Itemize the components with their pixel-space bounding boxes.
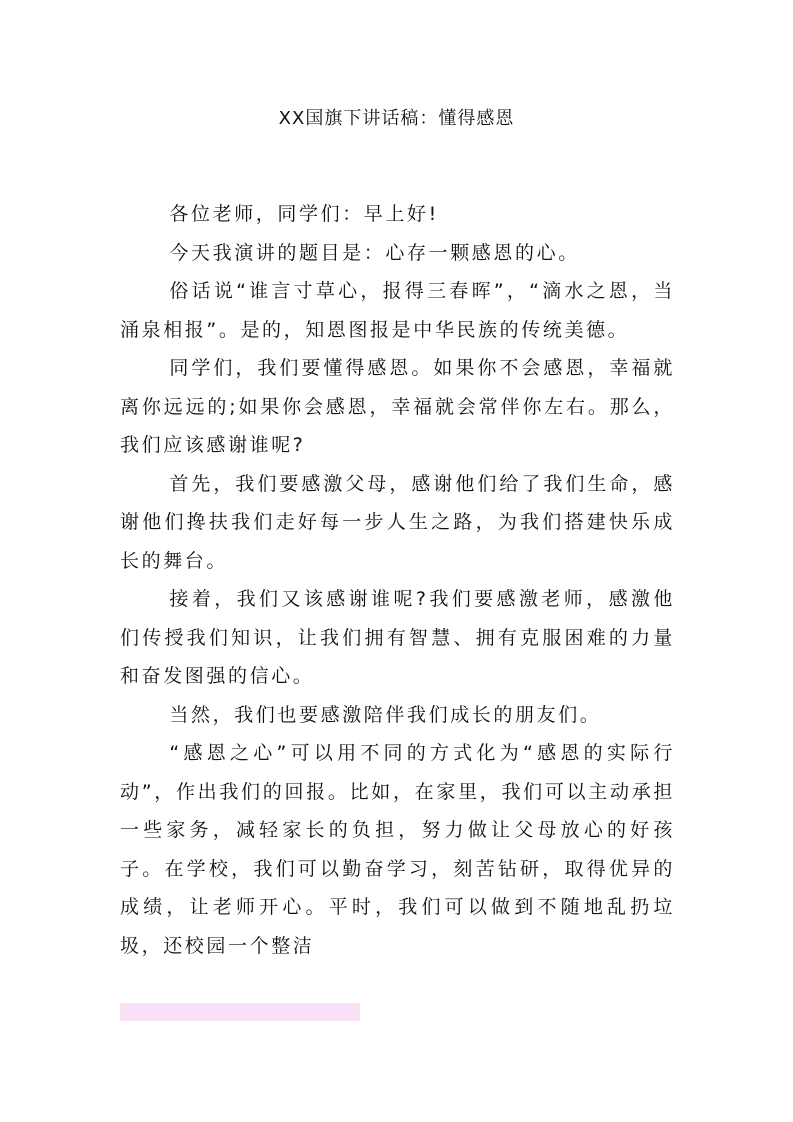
paragraph-proverb: 俗话说“谁言寸草心，报得三春晖”，“滴水之恩，当涌泉相报”。是的，知恩图报是中华民族的传统美德。 <box>120 280 675 341</box>
paragraph-gratitude-intro: 同学们，我们要懂得感恩。如果你不会感恩，幸福就离你远远的;如果你会感恩，幸福就会常伴你左右。那么，我们应该感谢谁呢? <box>120 357 675 456</box>
paragraph-teachers: 接着，我们又该感谢谁呢?我们要感激老师，感激他们传授我们知识，让我们拥有智慧、拥有克服困难的力量和奋发图强的信心。 <box>120 588 675 687</box>
document-title: XX国旗下讲话稿：懂得感恩 <box>278 108 515 129</box>
paragraph-topic: 今天我演讲的题目是：心存一颗感恩的心。 <box>169 241 580 264</box>
document-body <box>120 195 675 965</box>
paragraph-greeting: 各位老师，同学们：早上好! <box>169 203 439 225</box>
paragraph-friends: 当然，我们也要感激陪伴我们成长的朋友们。 <box>169 703 602 726</box>
faint-watermark-text <box>120 1003 360 1021</box>
paragraph-parents: 首先，我们要感激父母，感谢他们给了我们生命，感谢他们搀扶我们走好每一步人生之路，为我们搭建快乐成长的舞台。 <box>120 472 675 572</box>
paragraph-actions: “感恩之心”可以用不同的方式化为“感恩的实际行动”，作出我们的回报。比如，在家里，我们可以主动承担一些家务，减轻家长的负担，努力做让父母放心的好孩子。在学校，我们可以勤奋学习，刻苦钻研，取得优异的成绩，让老师开心。平时，我们可以做到不随地乱扔垃圾，还校园一个整洁 <box>120 742 675 957</box>
